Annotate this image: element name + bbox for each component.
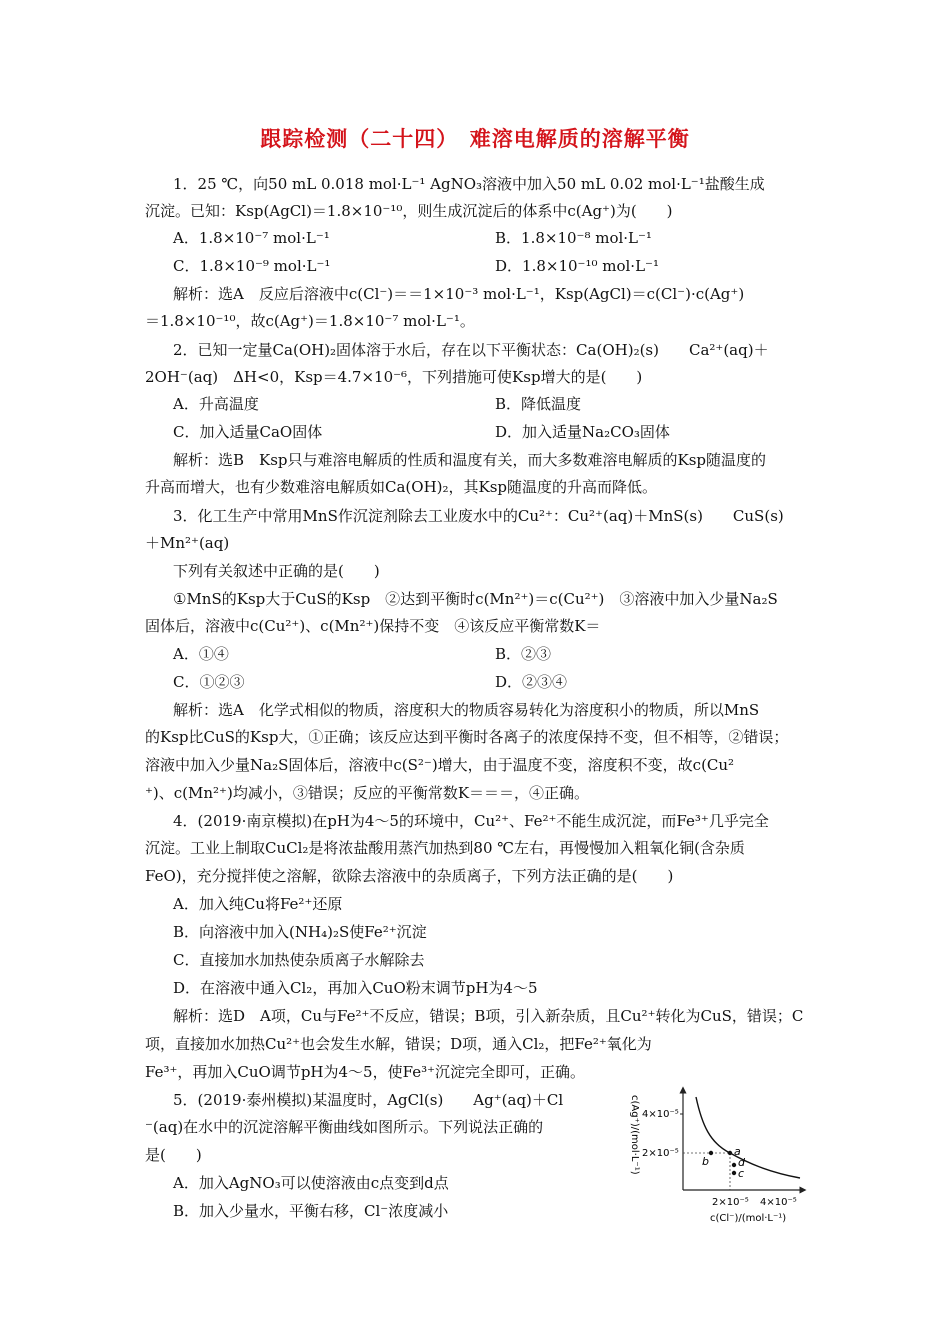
q4-stem-line-1: 4．(2019·南京模拟)在pH为4～5的环境中，Cu²⁺、Fe²⁺不能生成沉淀，而Fe³⁺几乎完全 (173, 812, 769, 830)
q2-option-d: D．加入适量Na₂CO₃固体 (495, 423, 670, 441)
q3-option-d: D．②③④ (495, 673, 568, 691)
q3-option-b: B．②③ (495, 645, 552, 663)
page-title: 跟踪检测（二十四） 难溶电解质的溶解平衡 (260, 127, 690, 151)
q5-option-b: B．加入少量水，平衡右移，Cl⁻浓度减小 (173, 1202, 449, 1220)
q3-stem-line-3: 下列有关叙述中正确的是( ) (173, 562, 380, 580)
q4-option-a: A．加入纯Cu将Fe²⁺还原 (173, 895, 343, 913)
q3-solution-line-4: ⁺)、c(Mn²⁺)均减小，③错误；反应的平衡常数K＝＝＝，④正确。 (145, 784, 590, 802)
q4-option-c: C．直接加水加热使杂质离子水解除去 (173, 951, 425, 969)
q3-stem-line-2: ＋Mn²⁺(aq) (145, 534, 230, 552)
y-axis-label: c(Ag⁺)/(mol·L⁻¹) (629, 1095, 640, 1175)
q1-option-b: B．1.8×10⁻⁸ mol·L⁻¹ (495, 229, 652, 247)
point-a-marker (728, 1151, 732, 1155)
y-tick-2e-5: 2×10⁻⁵ (642, 1148, 679, 1159)
point-d-marker (732, 1163, 736, 1167)
point-c-marker (732, 1171, 736, 1175)
q4-solution-line-2: 项，直接加水加热Cu²⁺也会发生水解，错误；D项，通入Cl₂，把Fe²⁺氧化为 (145, 1035, 652, 1053)
x-axis-label: c(Cl⁻)/(mol·L⁻¹) (710, 1213, 787, 1224)
point-d-label: d (738, 1156, 745, 1169)
point-b-label: b (702, 1155, 709, 1168)
q2-option-b: B．降低温度 (495, 395, 582, 413)
x-tick-2e-5: 2×10⁻⁵ (712, 1197, 749, 1208)
q3-stem-line-4: ①MnS的Ksp大于CuS的Ksp ②达到平衡时c(Mn²⁺)＝c(Cu²⁺) ③溶液中加入少量Na₂S (173, 590, 778, 608)
y-tick-4e-5: 4×10⁻⁵ (642, 1109, 679, 1120)
point-b-marker (709, 1151, 713, 1155)
q2-solution-line-1: 解析：选B Ksp只与难溶电解质的性质和温度有关，而大多数难溶电解质的Ksp随温度的 (173, 451, 767, 469)
q2-solution-line-2: 升高而增大，也有少数难溶电解质如Ca(OH)₂，其Ksp随温度的升高而降低。 (145, 478, 658, 496)
q5-stem-line-1: 5．(2019·泰州模拟)某温度时，AgCl(s) Ag⁺(aq)＋Cl (173, 1091, 564, 1109)
solubility-curve (696, 1097, 800, 1178)
q2-option-a: A．升高温度 (173, 395, 259, 413)
q1-stem-line-2: 沉淀。已知：Ksp(AgCl)＝1.8×10⁻¹⁰，则生成沉淀后的体系中c(Ag⁺)为( ) (145, 202, 673, 220)
q3-stem-line-5: 固体后，溶液中c(Cu²⁺)、c(Mn²⁺)保持不变 ④该反应平衡常数K＝ (145, 617, 601, 635)
q5-option-a: A．加入AgNO₃可以使溶液由c点变到d点 (173, 1174, 449, 1192)
q4-option-b: B．向溶液中加入(NH₄)₂S使Fe²⁺沉淀 (173, 923, 427, 941)
q1-option-d: D．1.8×10⁻¹⁰ mol·L⁻¹ (495, 257, 659, 275)
q3-option-a: A．①④ (173, 645, 229, 663)
q1-stem-line-1: 1．25 ℃，向50 mL 0.018 mol·L⁻¹ AgNO₃溶液中加入50 mL 0.02 mol·L⁻¹盐酸生成 (173, 175, 765, 193)
q3-stem-line-1: 3．化工生产中常用MnS作沉淀剂除去工业废水中的Cu²⁺：Cu²⁺(aq)＋MnS(s) CuS(s) (173, 507, 784, 525)
q3-option-c: C．①②③ (173, 673, 245, 691)
q4-solution-line-1: 解析：选D A项，Cu与Fe²⁺不反应，错误；B项，引入新杂质，且Cu²⁺转化为CuS，错误；C (173, 1007, 804, 1025)
x-tick-4e-5: 4×10⁻⁵ (760, 1197, 797, 1208)
q4-stem-line-3: FeO)，充分搅拌使之溶解，欲除去溶液中的杂质离子，下列方法正确的是( ) (145, 867, 674, 885)
q4-option-d: D．在溶液中通入Cl₂，再加入CuO粉末调节pH为4～5 (173, 979, 538, 997)
q4-stem-line-2: 沉淀。工业上制取CuCl₂是将浓盐酸用蒸汽加热到80 ℃左右，再慢慢加入粗氧化铜(含杂质 (145, 839, 745, 857)
q1-solution-line-2: ＝1.8×10⁻¹⁰，故c(Ag⁺)＝1.8×10⁻⁷ mol·L⁻¹。 (145, 312, 475, 330)
q3-solution-line-3: 溶液中加入少量Na₂S固体后，溶液中c(S²⁻)增大，由于温度不变，溶度积不变，故c(Cu² (145, 756, 735, 774)
q3-solution-line-2: 的Ksp比CuS的Ksp大，①正确；该反应达到平衡时各离子的浓度保持不变，但不相等，②错误； (145, 728, 789, 746)
solubility-curve-figure (618, 1085, 818, 1230)
q3-solution-line-1: 解析：选A 化学式相似的物质，溶度积大的物质容易转化为溶度积小的物质，所以MnS (173, 701, 760, 719)
q1-option-a: A．1.8×10⁻⁷ mol·L⁻¹ (173, 229, 330, 247)
q5-stem-line-3: 是( ) (145, 1146, 202, 1164)
q2-stem-line-1: 2．已知一定量Ca(OH)₂固体溶于水后，存在以下平衡状态：Ca(OH)₂(s) Ca²⁺(aq)＋ (173, 341, 769, 359)
q1-option-c: C．1.8×10⁻⁹ mol·L⁻¹ (173, 257, 331, 275)
q5-stem-line-2: ⁻(aq)在水中的沉淀溶解平衡曲线如图所示。下列说法正确的 (145, 1118, 544, 1136)
q2-option-c: C．加入适量CaO固体 (173, 423, 323, 441)
q1-solution-line-1: 解析：选A 反应后溶液中c(Cl⁻)＝＝1×10⁻³ mol·L⁻¹，Ksp(AgCl)＝c(Cl⁻)·c(Ag⁺) (173, 285, 745, 303)
point-a-label: a (734, 1145, 741, 1158)
point-c-label: c (738, 1167, 745, 1180)
q4-solution-line-3: Fe³⁺，再加入CuO调节pH为4～5，使Fe³⁺沉淀完全即可，正确。 (145, 1063, 585, 1081)
q2-stem-line-2: 2OH⁻(aq) ΔH<0，Ksp＝4.7×10⁻⁶，下列措施可使Ksp增大的是( ) (145, 368, 643, 386)
